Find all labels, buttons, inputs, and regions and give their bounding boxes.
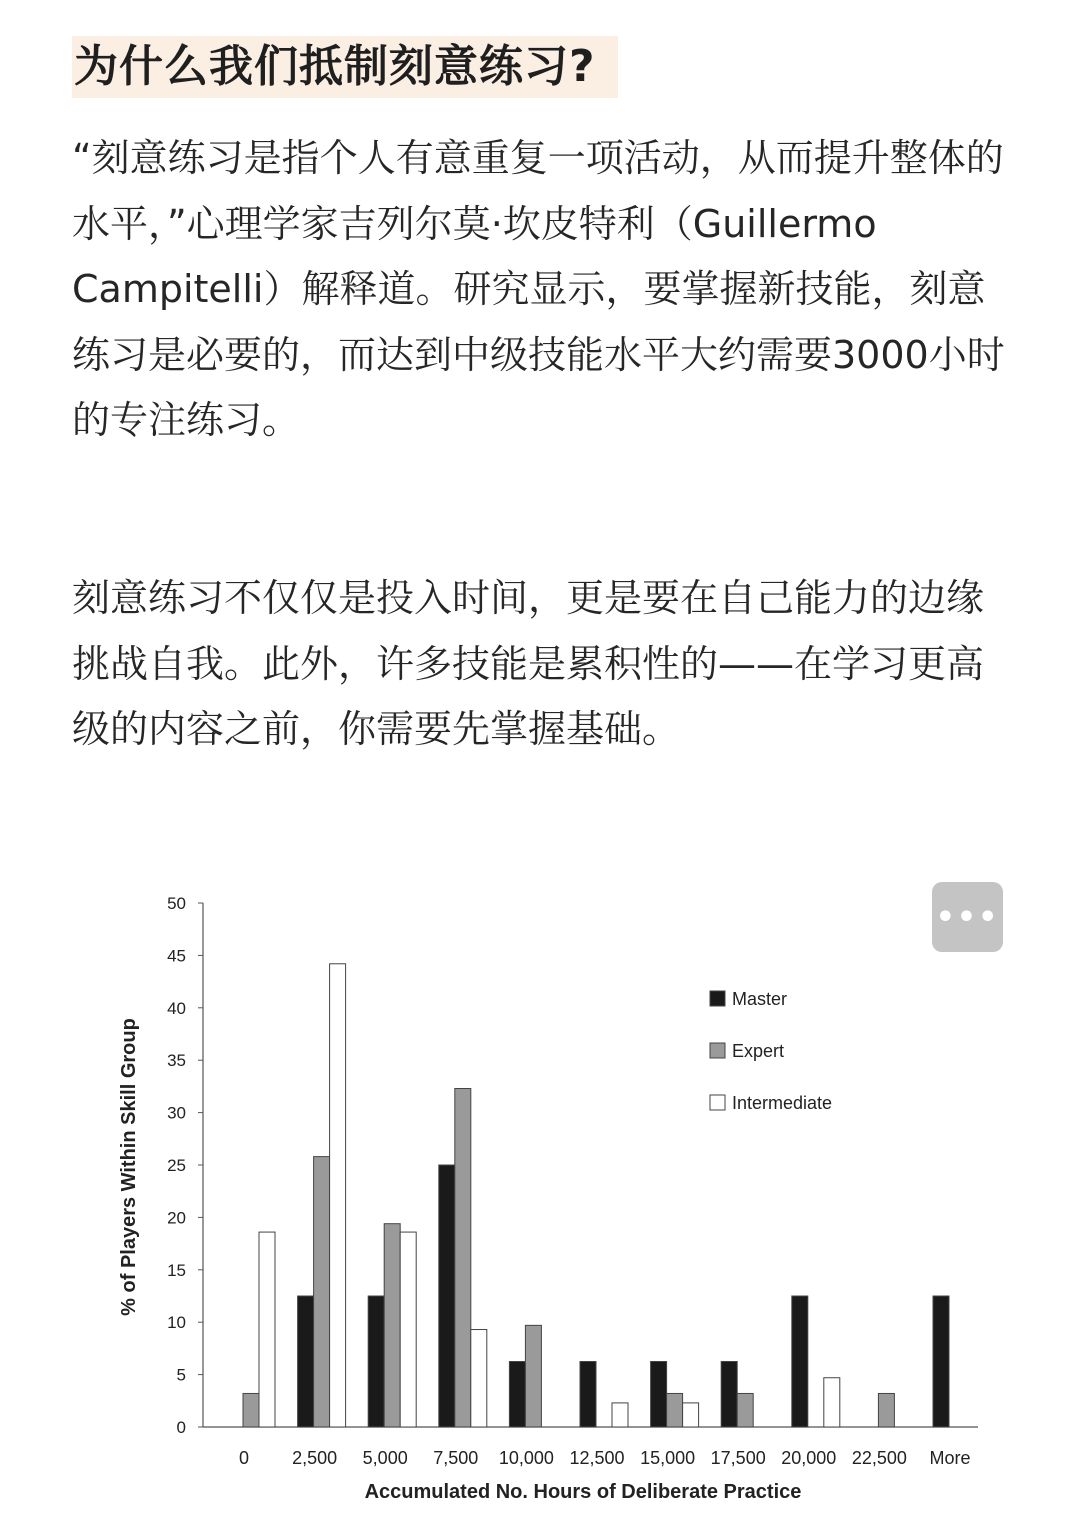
y-tick-label: 5 (176, 1365, 186, 1385)
bar-master-8 (792, 1296, 808, 1427)
bar-expert-2 (384, 1224, 400, 1427)
bar-intermediate-5 (612, 1403, 628, 1427)
y-axis-label: % of Players Within Skill Group (118, 1018, 140, 1316)
bar-expert-0 (243, 1393, 259, 1427)
bar-master-3 (439, 1165, 455, 1427)
x-tick-label: 10,000 (498, 1448, 554, 1468)
article-title-wrap (72, 36, 618, 98)
article-title: 为什么我们抵制刻意练习? (72, 36, 618, 98)
x-tick-label: 0 (238, 1448, 250, 1468)
y-tick-label: 40 (167, 998, 186, 1018)
x-tick-label: 17,500 (710, 1448, 766, 1468)
bar-expert-6 (667, 1393, 683, 1427)
legend-label-intermediate: Intermediate (732, 1093, 833, 1113)
bar-master-10 (933, 1296, 949, 1427)
legend-label-expert: Expert (732, 1041, 785, 1061)
y-tick-label: 35 (167, 1051, 186, 1071)
bar-chart (0, 870, 1080, 1530)
y-tick-label: 25 (167, 1156, 186, 1175)
article-paragraph-1: “刻意练习是指个人有意重复一项活动，从而提升整体的水平，”心理学家吉列尔莫·坎皮特利（Guillermo Campitelli）解释道。研究显示，要掌握新技能，刻意练习是必要的，而达到中级技能水平大约需要3000小时的专注练习。 (72, 136, 1005, 442)
bar-expert-4 (525, 1325, 541, 1427)
bar-intermediate-8 (824, 1378, 840, 1427)
bar-intermediate-3 (471, 1330, 487, 1427)
legend-label-master: Master (732, 989, 788, 1009)
bar-master-5 (580, 1362, 596, 1428)
x-tick-label: 22,500 (851, 1448, 907, 1468)
x-tick-label: 2,500 (292, 1448, 338, 1468)
bar-expert-1 (314, 1157, 330, 1427)
more-options-button[interactable] (932, 882, 1003, 952)
bar-intermediate-1 (330, 964, 346, 1427)
y-tick-label: 30 (167, 1103, 186, 1123)
bar-intermediate-6 (683, 1403, 699, 1427)
bar-expert-9 (878, 1393, 894, 1427)
bar-expert-3 (455, 1088, 471, 1427)
y-tick-label: 0 (176, 1418, 186, 1437)
y-tick-label: 10 (167, 1313, 186, 1333)
y-tick-label: 45 (167, 946, 186, 966)
y-tick-label: 50 (167, 894, 186, 913)
bar-master-2 (368, 1296, 384, 1427)
legend-swatch-intermediate (710, 1095, 725, 1110)
x-tick-label: 7,500 (433, 1448, 479, 1468)
bar-master-6 (651, 1362, 667, 1428)
legend-swatch-expert (710, 1043, 725, 1058)
y-tick-label: 20 (167, 1208, 186, 1228)
x-axis-label: Accumulated No. Hours of Deliberate Practice (364, 1481, 802, 1503)
article-paragraph-2: 刻意练习不仅仅是投入时间，更是要在自己能力的边缘挑战自我。此外，许多技能是累积性的——在学习更高级的内容之前，你需要先掌握基础。 (72, 576, 985, 751)
bar-master-4 (509, 1362, 525, 1428)
x-tick-label: 15,000 (640, 1448, 696, 1468)
x-tick-label: More (929, 1448, 971, 1468)
more-horizontal-icon: ••• (935, 899, 1000, 935)
bar-intermediate-0 (259, 1232, 275, 1427)
bar-master-7 (721, 1362, 737, 1428)
x-tick-label: 5,000 (362, 1448, 408, 1468)
bar-intermediate-2 (400, 1232, 416, 1427)
bar-master-1 (298, 1296, 314, 1427)
x-tick-label: 12,500 (569, 1448, 625, 1468)
y-tick-label: 15 (167, 1260, 186, 1280)
x-tick-label: 20,000 (781, 1448, 837, 1468)
legend-swatch-master (710, 991, 725, 1006)
bar-expert-7 (737, 1393, 753, 1427)
